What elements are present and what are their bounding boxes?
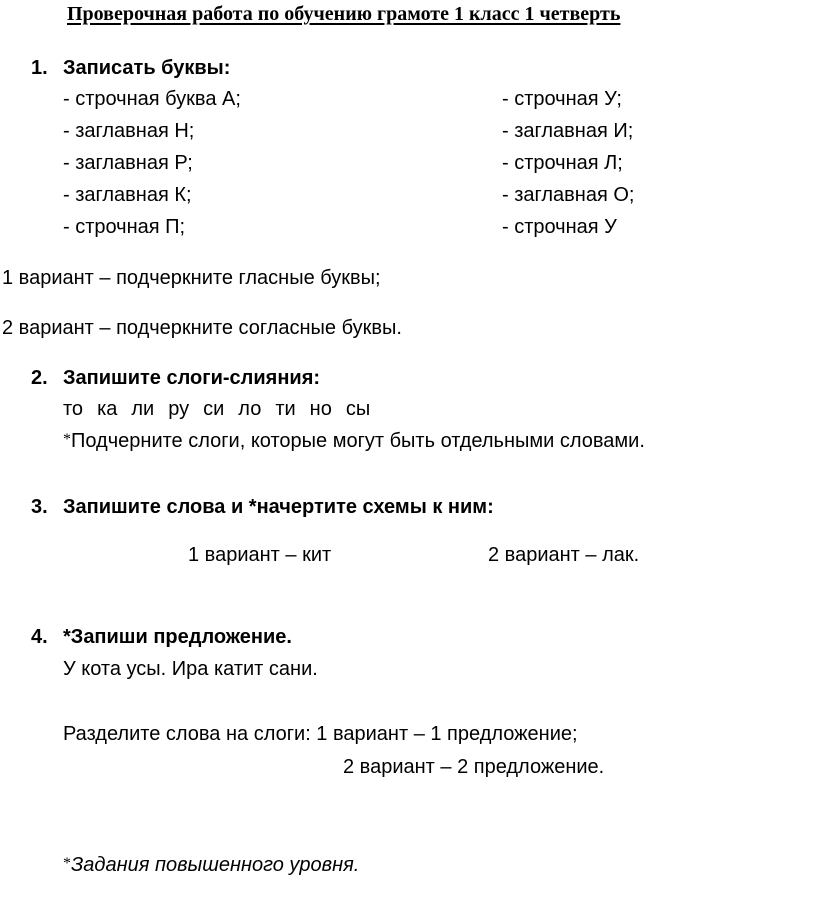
footnote-star: * xyxy=(63,855,71,872)
task1-left-item: - заглавная Н; xyxy=(63,120,195,142)
syllable: ли xyxy=(131,398,155,420)
task1-right-item: - строчная Л; xyxy=(502,152,623,174)
task4-divide2: 2 вариант – 2 предложение. xyxy=(343,756,605,778)
task1-right-item: - заглавная И; xyxy=(502,120,634,142)
task1-number: 1. xyxy=(31,57,48,79)
footnote xyxy=(63,855,359,875)
task2-number: 2. xyxy=(31,367,48,389)
task4-divide: Разделите слова на слоги: 1 вариант – 1 предложение; xyxy=(63,723,578,745)
syllable: ка xyxy=(97,398,118,420)
task3-heading: Запишите слова и *начертите схемы к ним: xyxy=(63,496,494,518)
task1-left-item: - заглавная Р; xyxy=(63,152,193,174)
syllable: си xyxy=(203,398,225,420)
task1-left-item: - строчная П; xyxy=(63,216,186,238)
footnote-text: Задания повышенного уровня. xyxy=(71,854,360,876)
syllable: но xyxy=(309,398,332,420)
task1-left-item: - заглавная К; xyxy=(63,184,192,206)
task1-variant2: 2 вариант – подчеркните согласные буквы. xyxy=(2,317,402,339)
task2-heading: Запишите слоги-слияния: xyxy=(63,367,321,389)
task3-variant2: 2 вариант – лак. xyxy=(488,544,640,566)
task4-heading: *Запиши предложение. xyxy=(63,626,292,648)
task1-variant1: 1 вариант – подчеркните гласные буквы; xyxy=(2,267,381,289)
task2-syllables xyxy=(63,399,384,419)
syllable: то xyxy=(63,398,84,420)
task1-heading: Записать буквы: xyxy=(63,57,231,79)
task4-sentence: У кота усы. Ира катит сани. xyxy=(63,658,318,680)
syllable: ло xyxy=(238,398,262,420)
syllable: ти xyxy=(275,398,296,420)
task2-note xyxy=(63,431,645,451)
task2-note-text: Подчерните слоги, которые могут быть отдельными словами. xyxy=(71,430,645,452)
task1-right-item: - заглавная О; xyxy=(502,184,635,206)
syllable: сы xyxy=(345,398,371,420)
syllable: ру xyxy=(168,398,190,420)
note-star: * xyxy=(63,431,71,448)
task1-left-item: - строчная буква А; xyxy=(63,88,241,110)
page-title: Проверочная работа по обучению грамоте 1 класс 1 четверть xyxy=(67,3,621,25)
task3-variant1: 1 вариант – кит xyxy=(188,544,332,566)
task4-number: 4. xyxy=(31,626,48,648)
task3-number: 3. xyxy=(31,496,48,518)
task1-right-item: - строчная У; xyxy=(502,88,622,110)
task1-right-item: - строчная У xyxy=(502,216,617,238)
